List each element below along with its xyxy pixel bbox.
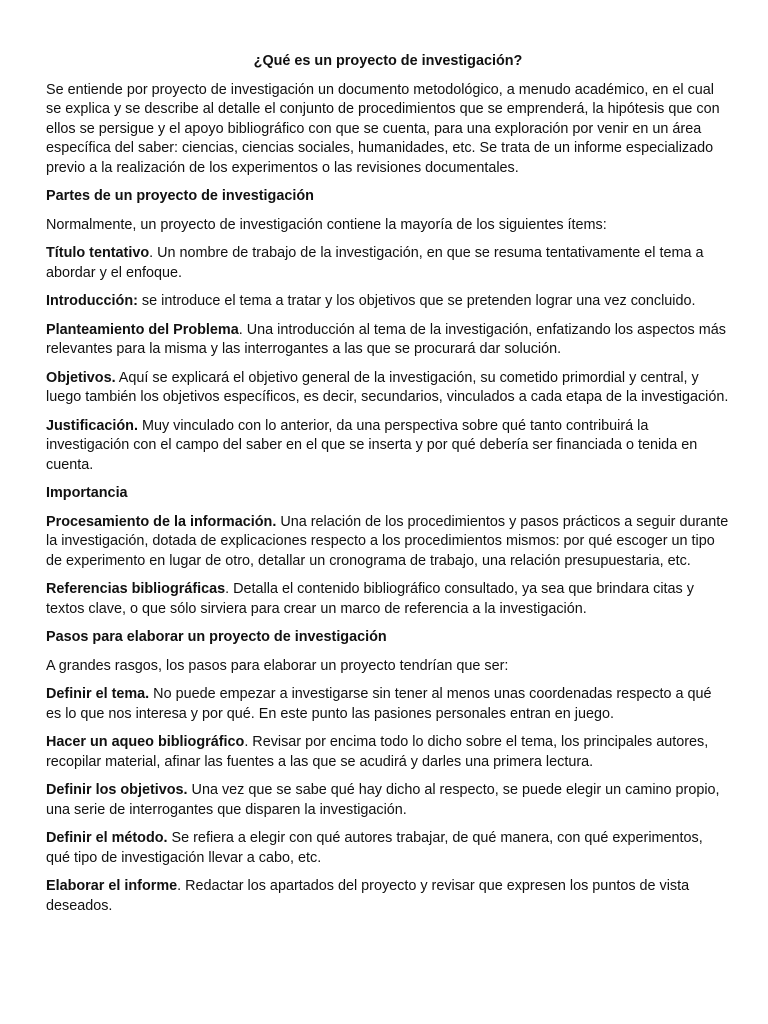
list-item bbox=[46, 417, 730, 476]
document-title: ¿Qué es un proyecto de investigación? bbox=[253, 53, 523, 69]
item-text: Se refiera a elegir con qué autores trabajar, de qué manera, con qué experimentos, qué tipo de investigación llevar a cabo, etc. bbox=[46, 830, 703, 866]
item-term: Elaborar el informe bbox=[46, 878, 178, 894]
list-item bbox=[46, 244, 730, 283]
item-text: se introduce el tema a tratar y los objetivos que se pretenden lograr una vez concluido. bbox=[137, 293, 696, 309]
item-text: Aquí se explicará el objetivo general de la investigación, su cometido primordial y central, y luego también los objetivos específicos, es decir, secundarios, vinculados a cada etapa de la investigación. bbox=[46, 369, 729, 405]
item-text: . Redactar los apartados del proyecto y revisar que expresen los puntos de vista deseados. bbox=[46, 878, 690, 914]
item-term: Definir el tema. bbox=[46, 686, 150, 702]
section-heading-steps: Pasos para elaborar un proyecto de investigación bbox=[46, 629, 387, 645]
item-term: Justificación. bbox=[46, 417, 138, 434]
list-item bbox=[46, 877, 730, 916]
list-item bbox=[46, 321, 730, 360]
item-text: . Revisar por encima todo lo dicho sobre el tema, los principales autores, recopilar material, afinar las fuentes a las que se acudirá y darles una primera lectura. bbox=[46, 734, 709, 770]
item-term: Referencias bibliográficas bbox=[46, 581, 226, 597]
item-term: Definir los objetivos. bbox=[46, 782, 188, 798]
item-text: Una vez que se sabe qué hay dicho al respecto, se puede elegir un camino propio, una serie de interrogantes que disparen la investigación. bbox=[46, 782, 720, 818]
item-term: Título tentativo bbox=[46, 245, 150, 261]
item-text: Una relación de los procedimientos y pasos prácticos a seguir durante la investigación, dotada de explicaciones respecto a los procedimientos mismos: por qué escoger un tipo de experimento en lugar de otro, detallar un cronograma de trabajo, una relación presupuestaria, etc. bbox=[46, 513, 729, 569]
intro-paragraph: Se entiende por proyecto de investigación un documento metodológico, a menudo académico, en el cual se explica y se describe al detalle el conjunto de procedimientos que se emprenderá, la hipótesis que con ellos se persigue y el apoyo bibliográfico con que se cuenta, para una exploración por venir en un área específica del saber: ciencias, ciencias sociales, humanidades, etc. Se trata de un informe especializado previo a la realización de los experimentos o las revisiones documentales. bbox=[46, 81, 720, 176]
item-term: Procesamiento de la información. bbox=[46, 513, 277, 530]
list-item bbox=[46, 685, 730, 724]
section-heading-parts: Partes de un proyecto de investigación bbox=[46, 188, 314, 204]
item-term: Objetivos. bbox=[46, 369, 116, 386]
list-item bbox=[46, 369, 730, 408]
list-item bbox=[46, 580, 730, 619]
item-term: Definir el método. bbox=[46, 830, 168, 846]
item-text: . Un nombre de trabajo de la investigación, en que se resuma tentativamente el tema a abordar y el enfoque. bbox=[46, 245, 704, 281]
section-lead-steps: A grandes rasgos, los pasos para elaborar un proyecto tendrían que ser: bbox=[46, 657, 509, 674]
item-text: . Una introducción al tema de la investigación, enfatizando los aspectos más relevantes para la misma y las interrogantes a las que se procurará dar solución. bbox=[46, 321, 726, 357]
list-item bbox=[46, 292, 730, 312]
item-term: Planteamiento del Problema bbox=[46, 321, 239, 338]
section-lead-parts: Normalmente, un proyecto de investigación contiene la mayoría de los siguientes ítems: bbox=[46, 216, 607, 233]
item-text: Muy vinculado con lo anterior, da una perspectiva sobre qué tanto contribuirá la investigación con el campo del saber en el que se inserta y por qué debería ser financiada o tenida en cuenta. bbox=[46, 417, 698, 473]
item-text: . Detalla el contenido bibliográfico consultado, ya sea que brindara citas y textos clave, o que sólo sirviera para crear un marco de referencia a la investigación. bbox=[46, 581, 694, 617]
list-item bbox=[46, 733, 730, 772]
list-item bbox=[46, 513, 730, 572]
item-term: Introducción: bbox=[46, 293, 138, 309]
list-item bbox=[46, 781, 730, 820]
section-subheading-importancia: Importancia bbox=[46, 485, 128, 501]
item-term: Hacer un aqueo bibliográfico bbox=[46, 734, 245, 750]
list-item bbox=[46, 829, 730, 868]
item-text: No puede empezar a investigarse sin tener al menos unas coordenadas respecto a qué es lo que nos interesa y por qué. En este punto las pasiones personales entran en juego. bbox=[46, 686, 712, 722]
